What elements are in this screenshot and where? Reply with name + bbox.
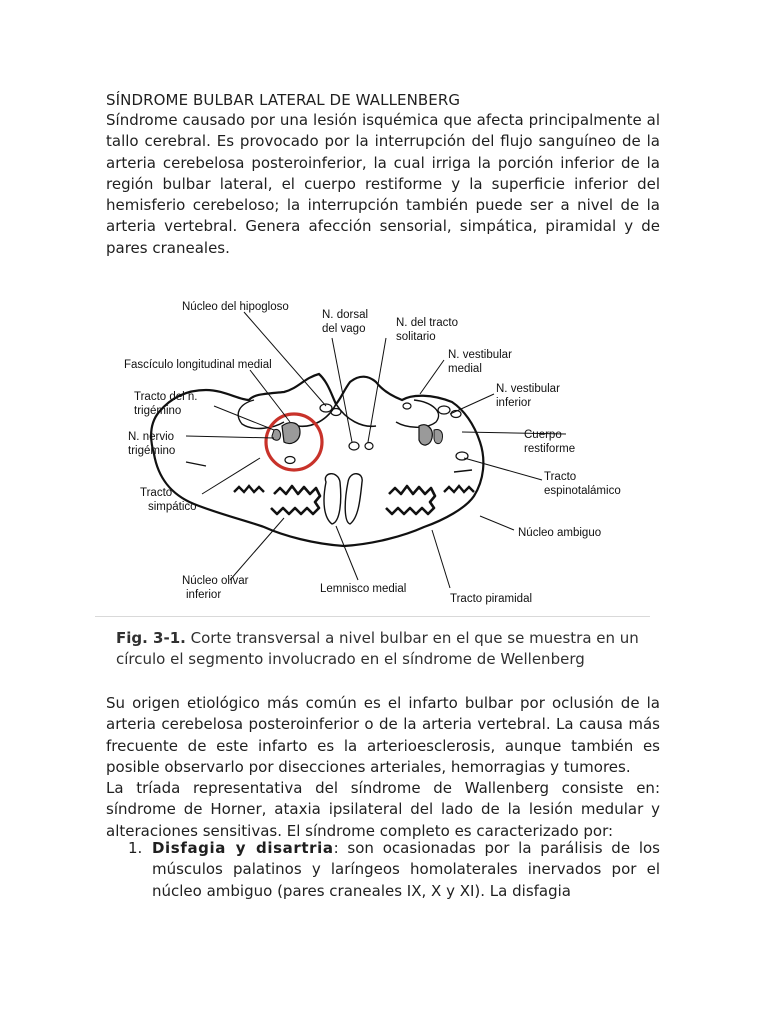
- figure-divider: [95, 616, 650, 617]
- label-nervio-trig-1: N. nervio: [128, 431, 175, 443]
- label-piramidal: Tracto piramidal: [450, 593, 533, 605]
- label-dorsal-vago-2: del vago: [322, 323, 366, 335]
- figure-caption: [116, 628, 656, 669]
- document-title: SÍNDROME BULBAR LATERAL DE WALLENBERG: [106, 91, 461, 109]
- label-lemnisco: Lemnisco medial: [320, 583, 407, 595]
- label-nervio-trig-2: trigémino: [128, 445, 176, 457]
- intro-paragraph: Síndrome causado por una lesión isquémica que afecta principalmente al tallo cerebral. Es provocado por la interrupción del flujo sanguíneo de la arteria cerebelosa posteroinferior, la cual irriga la porción inferior de la región bulbar lateral, el cuerpo restiforme y la superficie inferior del hemisferio cerebeloso; la interrupción también puede ser a nivel de la arteria vertebral. Genera afección sensorial, simpática, piramidal y de pares craneales.: [106, 111, 660, 257]
- label-vest-medial-2: medial: [448, 363, 482, 375]
- label-espino-2: espinotalámico: [544, 485, 621, 497]
- label-olivar-2: inferior: [186, 589, 222, 601]
- label-ambiguo: Núcleo ambiguo: [518, 527, 602, 539]
- symptom-list: [106, 838, 660, 902]
- list-item-number: 1.: [128, 839, 143, 857]
- caption-label: Fig. 3-1.: [116, 629, 186, 647]
- label-cuerpo-rest-2: restiforme: [524, 443, 576, 455]
- label-tracto-trig-1: Tracto del n.: [134, 391, 198, 403]
- label-simpatico-1: Tracto: [140, 487, 173, 499]
- caption-text: Corte transversal a nivel bulbar en el que se muestra en un círculo el segmento involucrado en el síndrome de Wellenberg: [116, 629, 639, 668]
- inferior-olive-right: [386, 486, 435, 514]
- list-item-term: Disfagia y disartria: [152, 839, 334, 857]
- label-vest-medial-1: N. vestibular: [448, 349, 512, 361]
- label-vest-inferior-1: N. vestibular: [496, 383, 560, 395]
- medulla-diagram: [114, 282, 621, 618]
- label-hipogloso: Núcleo del hipogloso: [182, 301, 289, 313]
- label-dorsal-vago-1: N. dorsal: [322, 309, 369, 321]
- label-fasciculo: Fascículo longitudinal medial: [124, 359, 272, 371]
- label-espino-1: Tracto: [544, 471, 577, 483]
- label-tracto-solitario-2: solitario: [396, 331, 436, 343]
- inferior-olive-left: [271, 486, 320, 514]
- pyramid-right: [345, 474, 362, 524]
- label-cuerpo-rest-1: Cuerpo: [524, 429, 562, 441]
- label-olivar-1: Núcleo olivar: [182, 575, 249, 587]
- label-tracto-solitario-1: N. del tracto: [396, 317, 458, 329]
- etiology-paragraph: Su origen etiológico más común es el infarto bulbar por oclusión de la arteria cerebelosa posteroinferior o de la arteria vertebral. La causa más frecuente de este infarto es la arterioesclerosis, aunque también es posible observarlo por disecciones arteriales, hemorragias y tumores.: [106, 694, 660, 776]
- label-simpatico-2: simpático: [148, 501, 197, 513]
- list-item-text: : son ocasionadas por la parálisis de los músculos palatinos y laríngeos homolaterales inervados por el núcleo ambiguo (pares craneales IX, X y XI). La disfagia: [152, 839, 660, 900]
- list-item: [106, 838, 660, 902]
- triad-paragraph: La tríada representativa del síndrome de Wallenberg consiste en: síndrome de Horner, ataxia ipsilateral del lado de la lesión medular y alteraciones sensitivas. El síndrome completo es caracterizado por:: [106, 779, 660, 840]
- label-tracto-trig-2: trigémino: [134, 405, 182, 417]
- trigeminal-nucleus-left: [282, 423, 300, 444]
- figure-labels: [124, 301, 621, 605]
- figure-medulla-cross-section: [114, 282, 621, 618]
- pyramid-left: [324, 474, 341, 524]
- label-vest-inferior-2: inferior: [496, 397, 532, 409]
